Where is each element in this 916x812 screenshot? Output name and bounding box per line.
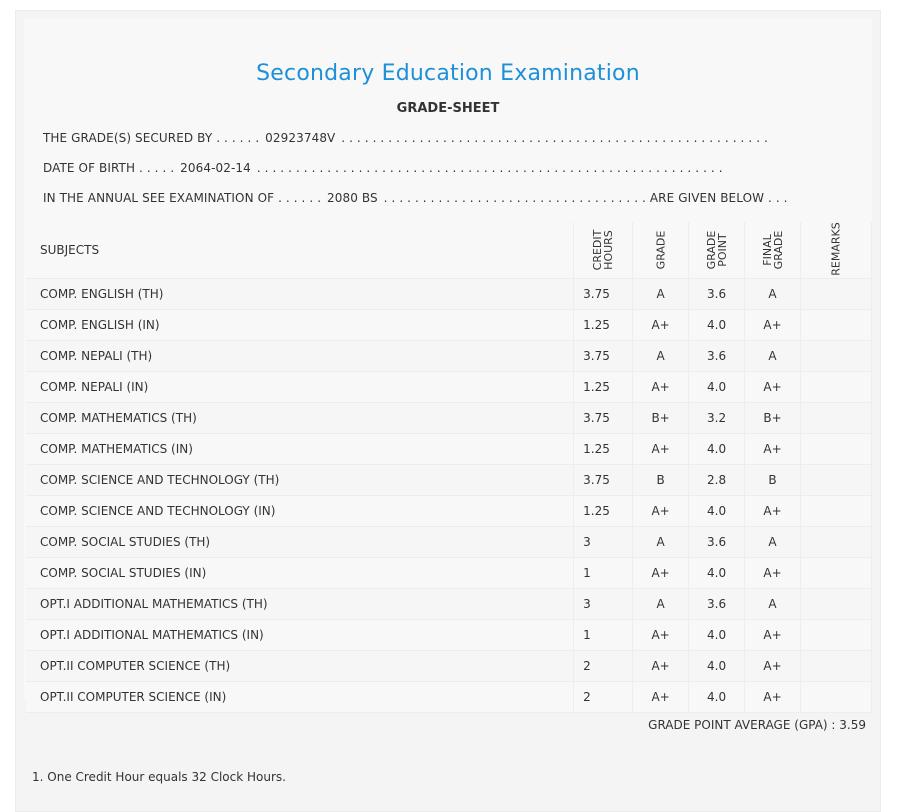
subject-cell: COMP. MATHEMATICS (IN) xyxy=(26,434,574,465)
grade-point-cell: 4.0 xyxy=(689,434,745,465)
header-grade: GRADE xyxy=(633,222,689,279)
grade-cell: A+ xyxy=(633,651,689,682)
grade-point-cell: 2.8 xyxy=(689,465,745,496)
grade-cell: A+ xyxy=(633,434,689,465)
subject-cell: COMP. NEPALI (TH) xyxy=(26,341,574,372)
remarks-cell xyxy=(801,620,872,651)
remarks-cell xyxy=(801,651,872,682)
credit-hours-cell: 1 xyxy=(574,558,633,589)
table-row xyxy=(26,341,872,372)
credit-hours-cell: 1.25 xyxy=(574,372,633,403)
grade-cell: A+ xyxy=(633,620,689,651)
remarks-cell xyxy=(801,558,872,589)
table-header-row xyxy=(26,222,872,279)
credit-hours-cell: 3.75 xyxy=(574,465,633,496)
symbol-number: 02923748V xyxy=(265,131,336,145)
grades-table xyxy=(26,222,872,713)
table-row xyxy=(26,403,872,434)
credit-hours-cell: 3 xyxy=(574,589,633,620)
final-grade-cell: A+ xyxy=(745,620,801,651)
subject-cell: OPT.I ADDITIONAL MATHEMATICS (IN) xyxy=(26,620,574,651)
final-grade-cell: A+ xyxy=(745,434,801,465)
grade-sheet-content xyxy=(24,19,872,704)
subject-cell: COMP. NEPALI (IN) xyxy=(26,372,574,403)
credit-hours-cell: 1.25 xyxy=(574,434,633,465)
table-row xyxy=(26,651,872,682)
grade-cell: B+ xyxy=(633,403,689,434)
subject-cell: COMP. SOCIAL STUDIES (TH) xyxy=(26,527,574,558)
subject-cell: COMP. SCIENCE AND TECHNOLOGY (TH) xyxy=(26,465,574,496)
table-row xyxy=(26,620,872,651)
credit-hours-cell: 1.25 xyxy=(574,310,633,341)
table-row xyxy=(26,372,872,403)
grade-point-cell: 4.0 xyxy=(689,310,745,341)
header-credit-hours: CREDIT HOURS xyxy=(574,222,633,279)
credit-hours-cell: 3.75 xyxy=(574,341,633,372)
grade-cell: A+ xyxy=(633,496,689,527)
subject-cell: OPT.II COMPUTER SCIENCE (TH) xyxy=(26,651,574,682)
table-row xyxy=(26,465,872,496)
exam-line: IN THE ANNUAL SEE EXAMINATION OF . . . . . . 2080 BS . . . . . . . . . . . . . . . . . . . . . . . . . . . . . . . . . . ARE GIVEN BELOW . . . xyxy=(43,191,788,205)
final-grade-cell: B+ xyxy=(745,403,801,434)
grade-point-cell: 3.6 xyxy=(689,589,745,620)
grade-point-cell: 4.0 xyxy=(689,496,745,527)
credit-hours-cell: 3.75 xyxy=(574,403,633,434)
grade-cell: A+ xyxy=(633,372,689,403)
grade-cell: A+ xyxy=(633,682,689,713)
grade-cell: A xyxy=(633,279,689,310)
final-grade-cell: A+ xyxy=(745,651,801,682)
remarks-cell xyxy=(801,589,872,620)
sheet-title: GRADE-SHEET xyxy=(396,101,500,116)
grade-point-cell: 3.6 xyxy=(689,527,745,558)
header-grade-point: GRADE POINT xyxy=(689,222,745,279)
footnote: 1. One Credit Hour equals 32 Clock Hours. xyxy=(32,770,286,784)
remarks-cell xyxy=(801,310,872,341)
grade-point-cell: 3.2 xyxy=(689,403,745,434)
subject-cell: OPT.I ADDITIONAL MATHEMATICS (TH) xyxy=(26,589,574,620)
subject-cell: OPT.II COMPUTER SCIENCE (IN) xyxy=(26,682,574,713)
subject-cell: COMP. MATHEMATICS (TH) xyxy=(26,403,574,434)
subject-cell: COMP. SOCIAL STUDIES (IN) xyxy=(26,558,574,589)
header-subjects: SUBJECTS xyxy=(26,222,574,279)
remarks-cell xyxy=(801,465,872,496)
grade-cell: A xyxy=(633,589,689,620)
subject-cell: COMP. ENGLISH (TH) xyxy=(26,279,574,310)
final-grade-cell: A xyxy=(745,589,801,620)
table-row xyxy=(26,558,872,589)
grade-point-cell: 4.0 xyxy=(689,372,745,403)
subject-cell: COMP. ENGLISH (IN) xyxy=(26,310,574,341)
grade-cell: A xyxy=(633,341,689,372)
final-grade-cell: B xyxy=(745,465,801,496)
table-row xyxy=(26,682,872,713)
final-grade-cell: A+ xyxy=(745,372,801,403)
gpa-label: GRADE POINT AVERAGE (GPA) : xyxy=(648,718,836,732)
final-grade-cell: A xyxy=(745,527,801,558)
remarks-cell xyxy=(801,434,872,465)
final-grade-cell: A+ xyxy=(745,310,801,341)
dob-line: DATE OF BIRTH . . . . . 2064-02-14 . . . . . . . . . . . . . . . . . . . . . . . . . . . . . . . . . . . . . . . . . . . . . . . . . . . . . . . . . . . . xyxy=(43,161,723,175)
grade-point-cell: 4.0 xyxy=(689,682,745,713)
grade-point-cell: 4.0 xyxy=(689,558,745,589)
credit-hours-cell: 3 xyxy=(574,527,633,558)
grade-point-cell: 3.6 xyxy=(689,279,745,310)
gpa-value: 3.59 xyxy=(839,718,866,732)
grade-cell: B xyxy=(633,465,689,496)
grade-cell: A+ xyxy=(633,310,689,341)
grade-point-cell: 4.0 xyxy=(689,651,745,682)
dob-value: 2064-02-14 xyxy=(180,161,251,175)
table-row xyxy=(26,589,872,620)
remarks-cell xyxy=(801,682,872,713)
table-row xyxy=(26,434,872,465)
credit-hours-cell: 1 xyxy=(574,620,633,651)
grade-sheet-panel xyxy=(15,10,881,812)
exam-title: Secondary Education Examination xyxy=(256,61,640,86)
remarks-cell xyxy=(801,496,872,527)
grade-point-cell: 4.0 xyxy=(689,620,745,651)
table-row xyxy=(26,279,872,310)
final-grade-cell: A+ xyxy=(745,558,801,589)
table-row xyxy=(26,310,872,341)
header-final-grade: FINAL GRADE xyxy=(745,222,801,279)
credit-hours-cell: 1.25 xyxy=(574,496,633,527)
header-remarks: REMARKS xyxy=(801,222,872,279)
gpa-summary xyxy=(648,718,866,732)
secured-by-label: THE GRADE(S) SECURED BY xyxy=(43,131,213,145)
credit-hours-cell: 3.75 xyxy=(574,279,633,310)
grade-cell: A+ xyxy=(633,558,689,589)
exam-label: IN THE ANNUAL SEE EXAMINATION OF xyxy=(43,191,275,205)
final-grade-cell: A xyxy=(745,341,801,372)
final-grade-cell: A+ xyxy=(745,682,801,713)
grade-point-cell: 3.6 xyxy=(689,341,745,372)
final-grade-cell: A+ xyxy=(745,496,801,527)
dob-label: DATE OF BIRTH xyxy=(43,161,136,175)
remarks-cell xyxy=(801,403,872,434)
exam-year: 2080 BS xyxy=(327,191,378,205)
subject-cell: COMP. SCIENCE AND TECHNOLOGY (IN) xyxy=(26,496,574,527)
credit-hours-cell: 2 xyxy=(574,651,633,682)
secured-by-line: THE GRADE(S) SECURED BY . . . . . . 02923748V . . . . . . . . . . . . . . . . . . . . . . . . . . . . . . . . . . . . . . . . . . . . . . . . . . . . . . . xyxy=(43,131,768,145)
remarks-cell xyxy=(801,372,872,403)
grade-cell: A xyxy=(633,527,689,558)
given-below-label: ARE GIVEN BELOW xyxy=(649,191,765,205)
table-row xyxy=(26,496,872,527)
table-row xyxy=(26,527,872,558)
remarks-cell xyxy=(801,279,872,310)
final-grade-cell: A xyxy=(745,279,801,310)
remarks-cell xyxy=(801,341,872,372)
credit-hours-cell: 2 xyxy=(574,682,633,713)
remarks-cell xyxy=(801,527,872,558)
